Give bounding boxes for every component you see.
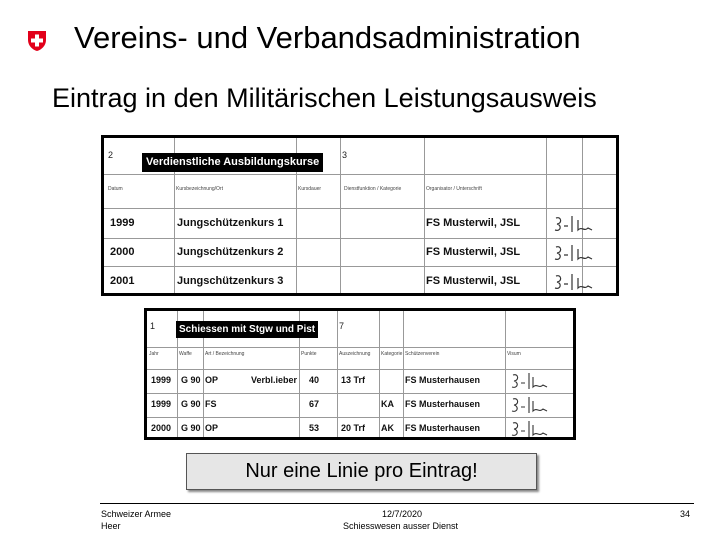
page-title: Vereins- und Verbandsadministration (74, 20, 581, 55)
form-number-right: 3 (342, 150, 348, 160)
column-header: Jahr (149, 351, 159, 357)
footer-org: Schweizer Armee (101, 509, 172, 519)
year-cell: 1999 (151, 399, 172, 409)
weapon-cell: G 90 (181, 423, 201, 433)
signature-icon (552, 272, 598, 292)
column-header: Waffe (179, 351, 192, 357)
year-cell: 1999 (151, 375, 172, 385)
column-header: Kursbezeichnung/Ort (176, 186, 223, 192)
column-header: Kategorie (381, 351, 403, 357)
category-cell: KA (381, 399, 394, 409)
training-courses-form (101, 135, 619, 296)
points-cell: 40 (309, 375, 320, 385)
year-cell: 2001 (110, 275, 135, 287)
note-box: Nur eine Linie pro Eintrag! (186, 453, 537, 490)
form-number-right: 7 (339, 321, 345, 331)
shooting-record-form (144, 308, 576, 440)
weapon-cell: G 90 (181, 399, 201, 409)
year-cell: 2000 (110, 246, 135, 258)
course-cell: Jungschützenkurs 3 (177, 275, 284, 287)
column-header: Dienstfunktion / Kategorie (344, 186, 402, 192)
course-cell: Jungschützenkurs 2 (177, 246, 284, 258)
year-cell: 1999 (110, 217, 135, 229)
award-cell: 13 Trf (341, 375, 366, 385)
year-cell: 2000 (151, 423, 172, 433)
signature-icon (552, 243, 598, 263)
column-header: Visum (507, 351, 521, 357)
footer-org-unit: Heer (101, 521, 121, 531)
points-cell: 67 (309, 399, 320, 409)
column-header: Datum (108, 186, 123, 192)
page-subtitle: Eintrag in den Militärischen Leistungsausweis (52, 83, 597, 113)
type-cell: OP (205, 375, 219, 385)
type-cell: FS (205, 399, 217, 409)
footer-topic: Schiesswesen ausser Dienst (343, 521, 459, 531)
signature-icon (509, 371, 549, 391)
column-header: Art / Bezeichnung (205, 351, 245, 357)
organizer-cell: FS Musterwil, JSL (426, 275, 521, 287)
column-header: Kursdauer (298, 186, 322, 192)
column-header: Organisator / Unterschrift (426, 186, 482, 192)
column-header: Schützenverein (405, 351, 440, 357)
club-cell: FS Musterhausen (405, 375, 481, 385)
club-cell: FS Musterhausen (405, 399, 481, 409)
points-cell: 53 (309, 423, 320, 433)
form-number-left: 2 (108, 150, 114, 160)
footer-date: 12/7/2020 (382, 509, 423, 519)
form-number-left: 1 (150, 321, 156, 331)
club-cell: FS Musterhausen (405, 423, 481, 433)
footer-divider (100, 503, 694, 504)
section-title: Verdienstliche Ausbildungskurse (142, 153, 323, 172)
swiss-cross-icon (26, 30, 48, 52)
course-cell: Jungschützenkurs 1 (177, 217, 284, 229)
organizer-cell: FS Musterwil, JSL (426, 217, 521, 229)
type-cell: OP (205, 423, 219, 433)
column-header: Auszeichnung (339, 351, 371, 357)
signature-icon (509, 419, 549, 439)
signature-icon (509, 395, 549, 415)
award-cell: 20 Trf (341, 423, 366, 433)
category-cell: AK (381, 423, 394, 433)
remark-cell: Verbl.ieber (251, 375, 298, 385)
signature-icon (552, 214, 598, 234)
organizer-cell: FS Musterwil, JSL (426, 246, 521, 258)
column-header: Punkte (301, 351, 317, 357)
weapon-cell: G 90 (181, 375, 201, 385)
page-number: 34 (680, 509, 691, 519)
section-title: Schiessen mit Stgw und Pist (176, 321, 318, 338)
